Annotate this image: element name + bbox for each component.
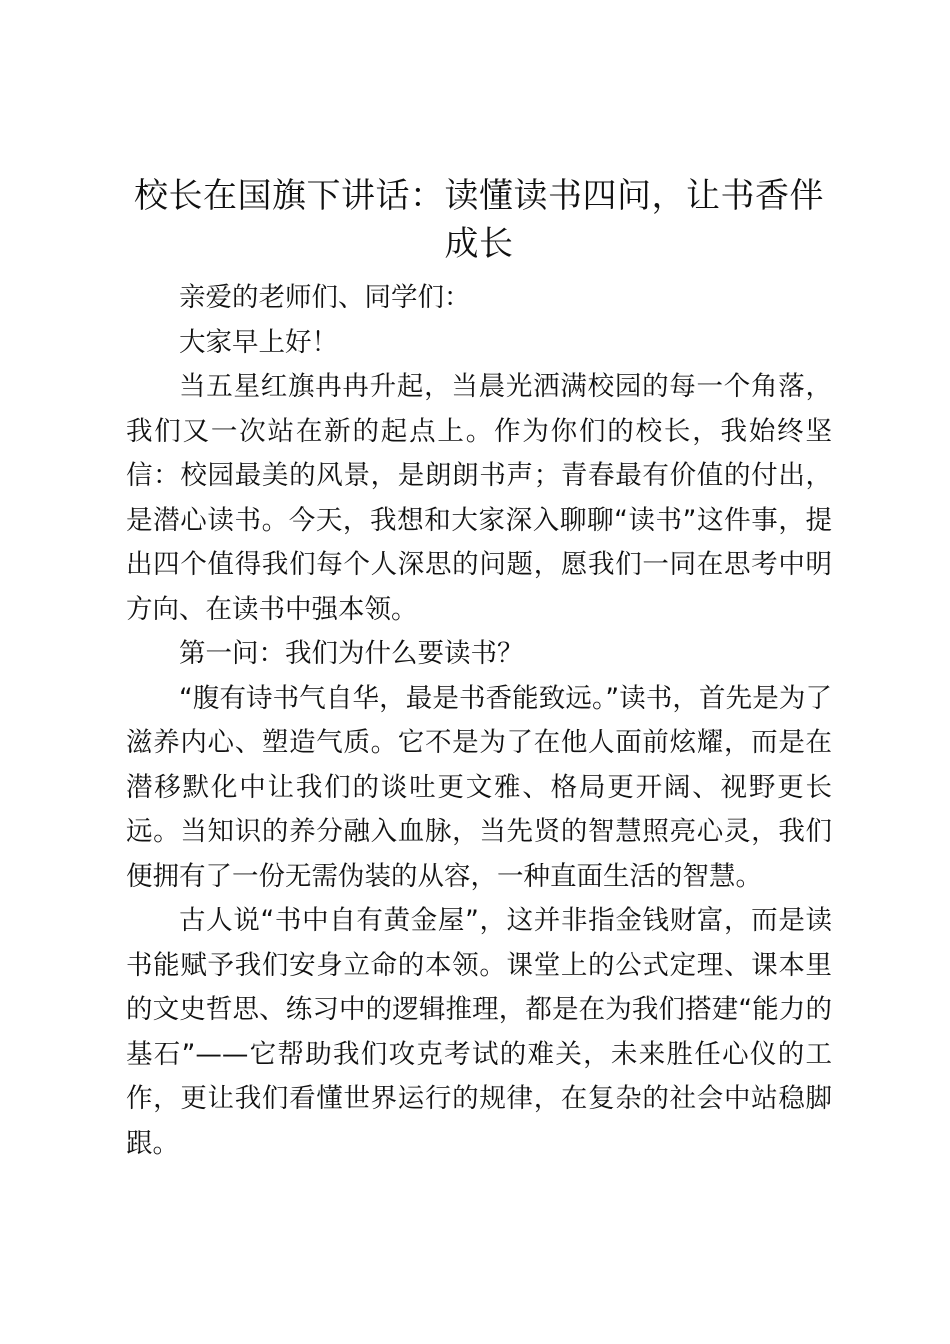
body-paragraph: 当五星红旗冉冉升起，当晨光洒满校园的每一个角落，我们又一次站在新的起点上。作为你们的校长，我始终坚信：校园最美的风景，是朗朗书声；青春最有价值的付出，是潜心读书。今天，我想和大家深入聊聊“读书”这件事，提出四个值得我们每个人深思的问题，愿我们一同在思考中明方向、在读书中强本领。 [126, 371, 832, 625]
document-title: 校长在国旗下讲话：读懂读书四问，让书香伴成长 [134, 176, 824, 264]
greeting: 大家早上好！ [179, 326, 338, 358]
body-paragraph: “腹有诗书气自华，最是书香能致远。”读书，首先是为了滋养内心、塑造气质。它不是为了在他人面前炫耀，而是在潜移默化中让我们的谈吐更文雅、格局更开阔、视野更长远。当知识的养分融入血脉，当先贤的智慧照亮心灵，我们便拥有了一份无需伪装的从容，一种直面生活的智慧。 [126, 682, 832, 892]
body-paragraph: 古人说“书中自有黄金屋”，这并非指金钱财富，而是读书能赋予我们安身立命的本领。课堂上的公式定理、课本里的文史哲思、练习中的逻辑推理，都是在为我们搭建“能力的基石”——它帮助我们攻克考试的难关，未来胜任心仪的工作，更让我们看懂世界运行的规律，在复杂的社会中站稳脚跟。 [126, 905, 832, 1159]
salutation: 亲爱的老师们、同学们： [179, 282, 471, 313]
document-body [126, 276, 832, 1166]
section-heading: 第一问：我们为什么要读书？ [179, 638, 524, 669]
